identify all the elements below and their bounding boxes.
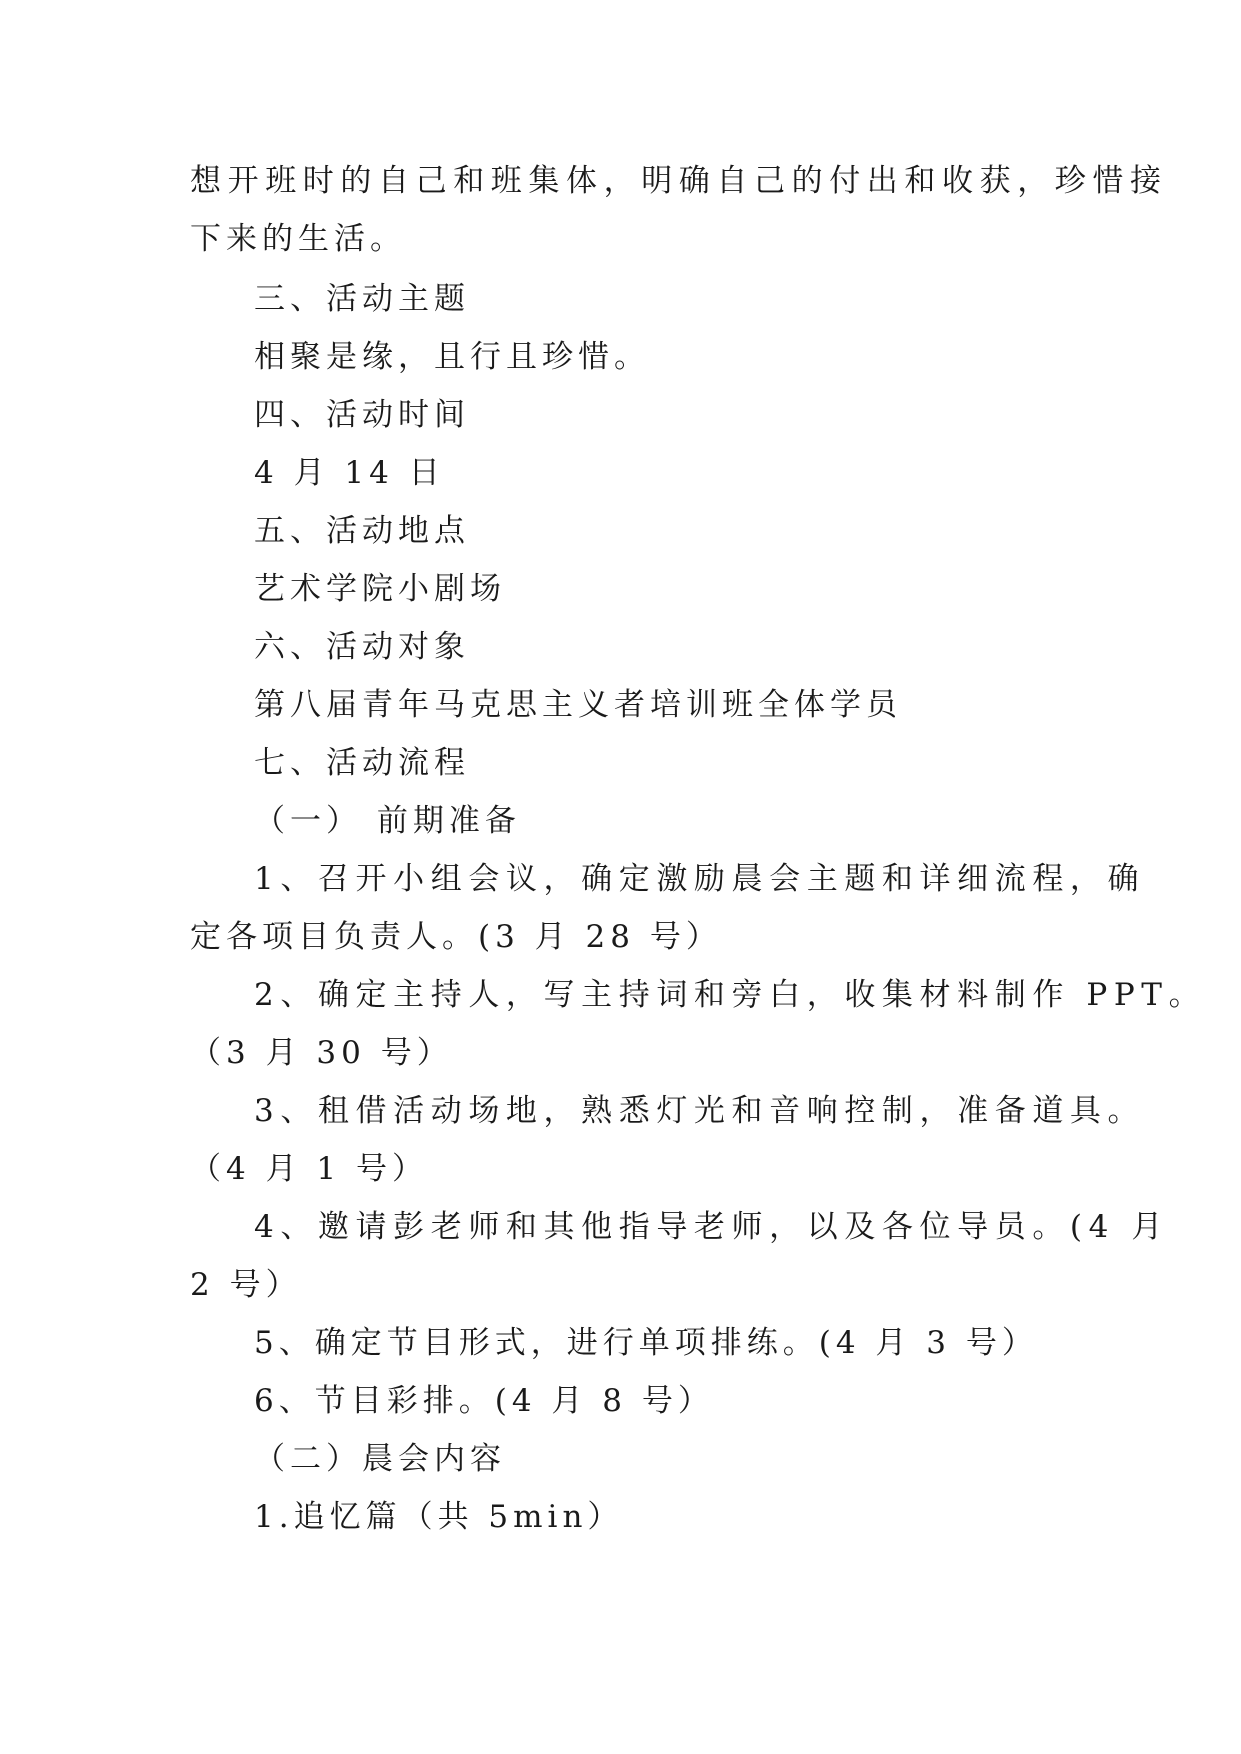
prep-step-3-line-1: 3、租借活动场地，熟悉灯光和音响控制，准备道具。 xyxy=(254,1093,1146,1129)
prep-step-2-line-2: （3 月 30 号） xyxy=(190,1035,453,1071)
section-heading-time: 四、活动时间 xyxy=(254,397,470,433)
section-heading-location: 五、活动地点 xyxy=(254,513,470,549)
prep-step-4-line-1: 4、邀请彭老师和其他指导老师，以及各位导员。(4 月 xyxy=(254,1209,1169,1245)
paragraph-continuation-line-2: 下来的生活。 xyxy=(190,221,406,257)
content-item-1: 1.追忆篇（共 5min） xyxy=(254,1499,624,1535)
section-heading-process: 七、活动流程 xyxy=(254,745,470,781)
prep-step-4-line-2: 2 号） xyxy=(190,1267,302,1303)
subheading-preparation: （一） 前期准备 xyxy=(254,803,521,839)
prep-step-1-line-1: 1、召开小组会议，确定激励晨会主题和详细流程，确 xyxy=(254,861,1146,897)
audience-text: 第八届青年马克思主义者培训班全体学员 xyxy=(254,687,902,723)
subheading-meeting-content: （二）晨会内容 xyxy=(254,1441,506,1477)
section-heading-audience: 六、活动对象 xyxy=(254,629,470,665)
prep-step-2-line-1: 2、确定主持人，写主持词和旁白，收集材料制作 PPT。 xyxy=(254,977,1207,1013)
section-heading-theme: 三、活动主题 xyxy=(254,281,470,317)
prep-step-3-line-2: （4 月 1 号） xyxy=(190,1151,429,1187)
time-text: 4 月 14 日 xyxy=(254,455,445,491)
location-text: 艺术学院小剧场 xyxy=(254,571,506,607)
prep-step-5: 5、确定节目形式，进行单项排练。(4 月 3 号） xyxy=(254,1325,1038,1361)
prep-step-1-line-2: 定各项目负责人。(3 月 28 号） xyxy=(190,919,722,955)
prep-step-6: 6、节目彩排。(4 月 8 号） xyxy=(254,1383,714,1419)
paragraph-continuation-line-1: 想开班时的自己和班集体，明确自己的付出和收获，珍惜接 xyxy=(190,163,1168,199)
theme-text: 相聚是缘，且行且珍惜。 xyxy=(254,339,650,375)
